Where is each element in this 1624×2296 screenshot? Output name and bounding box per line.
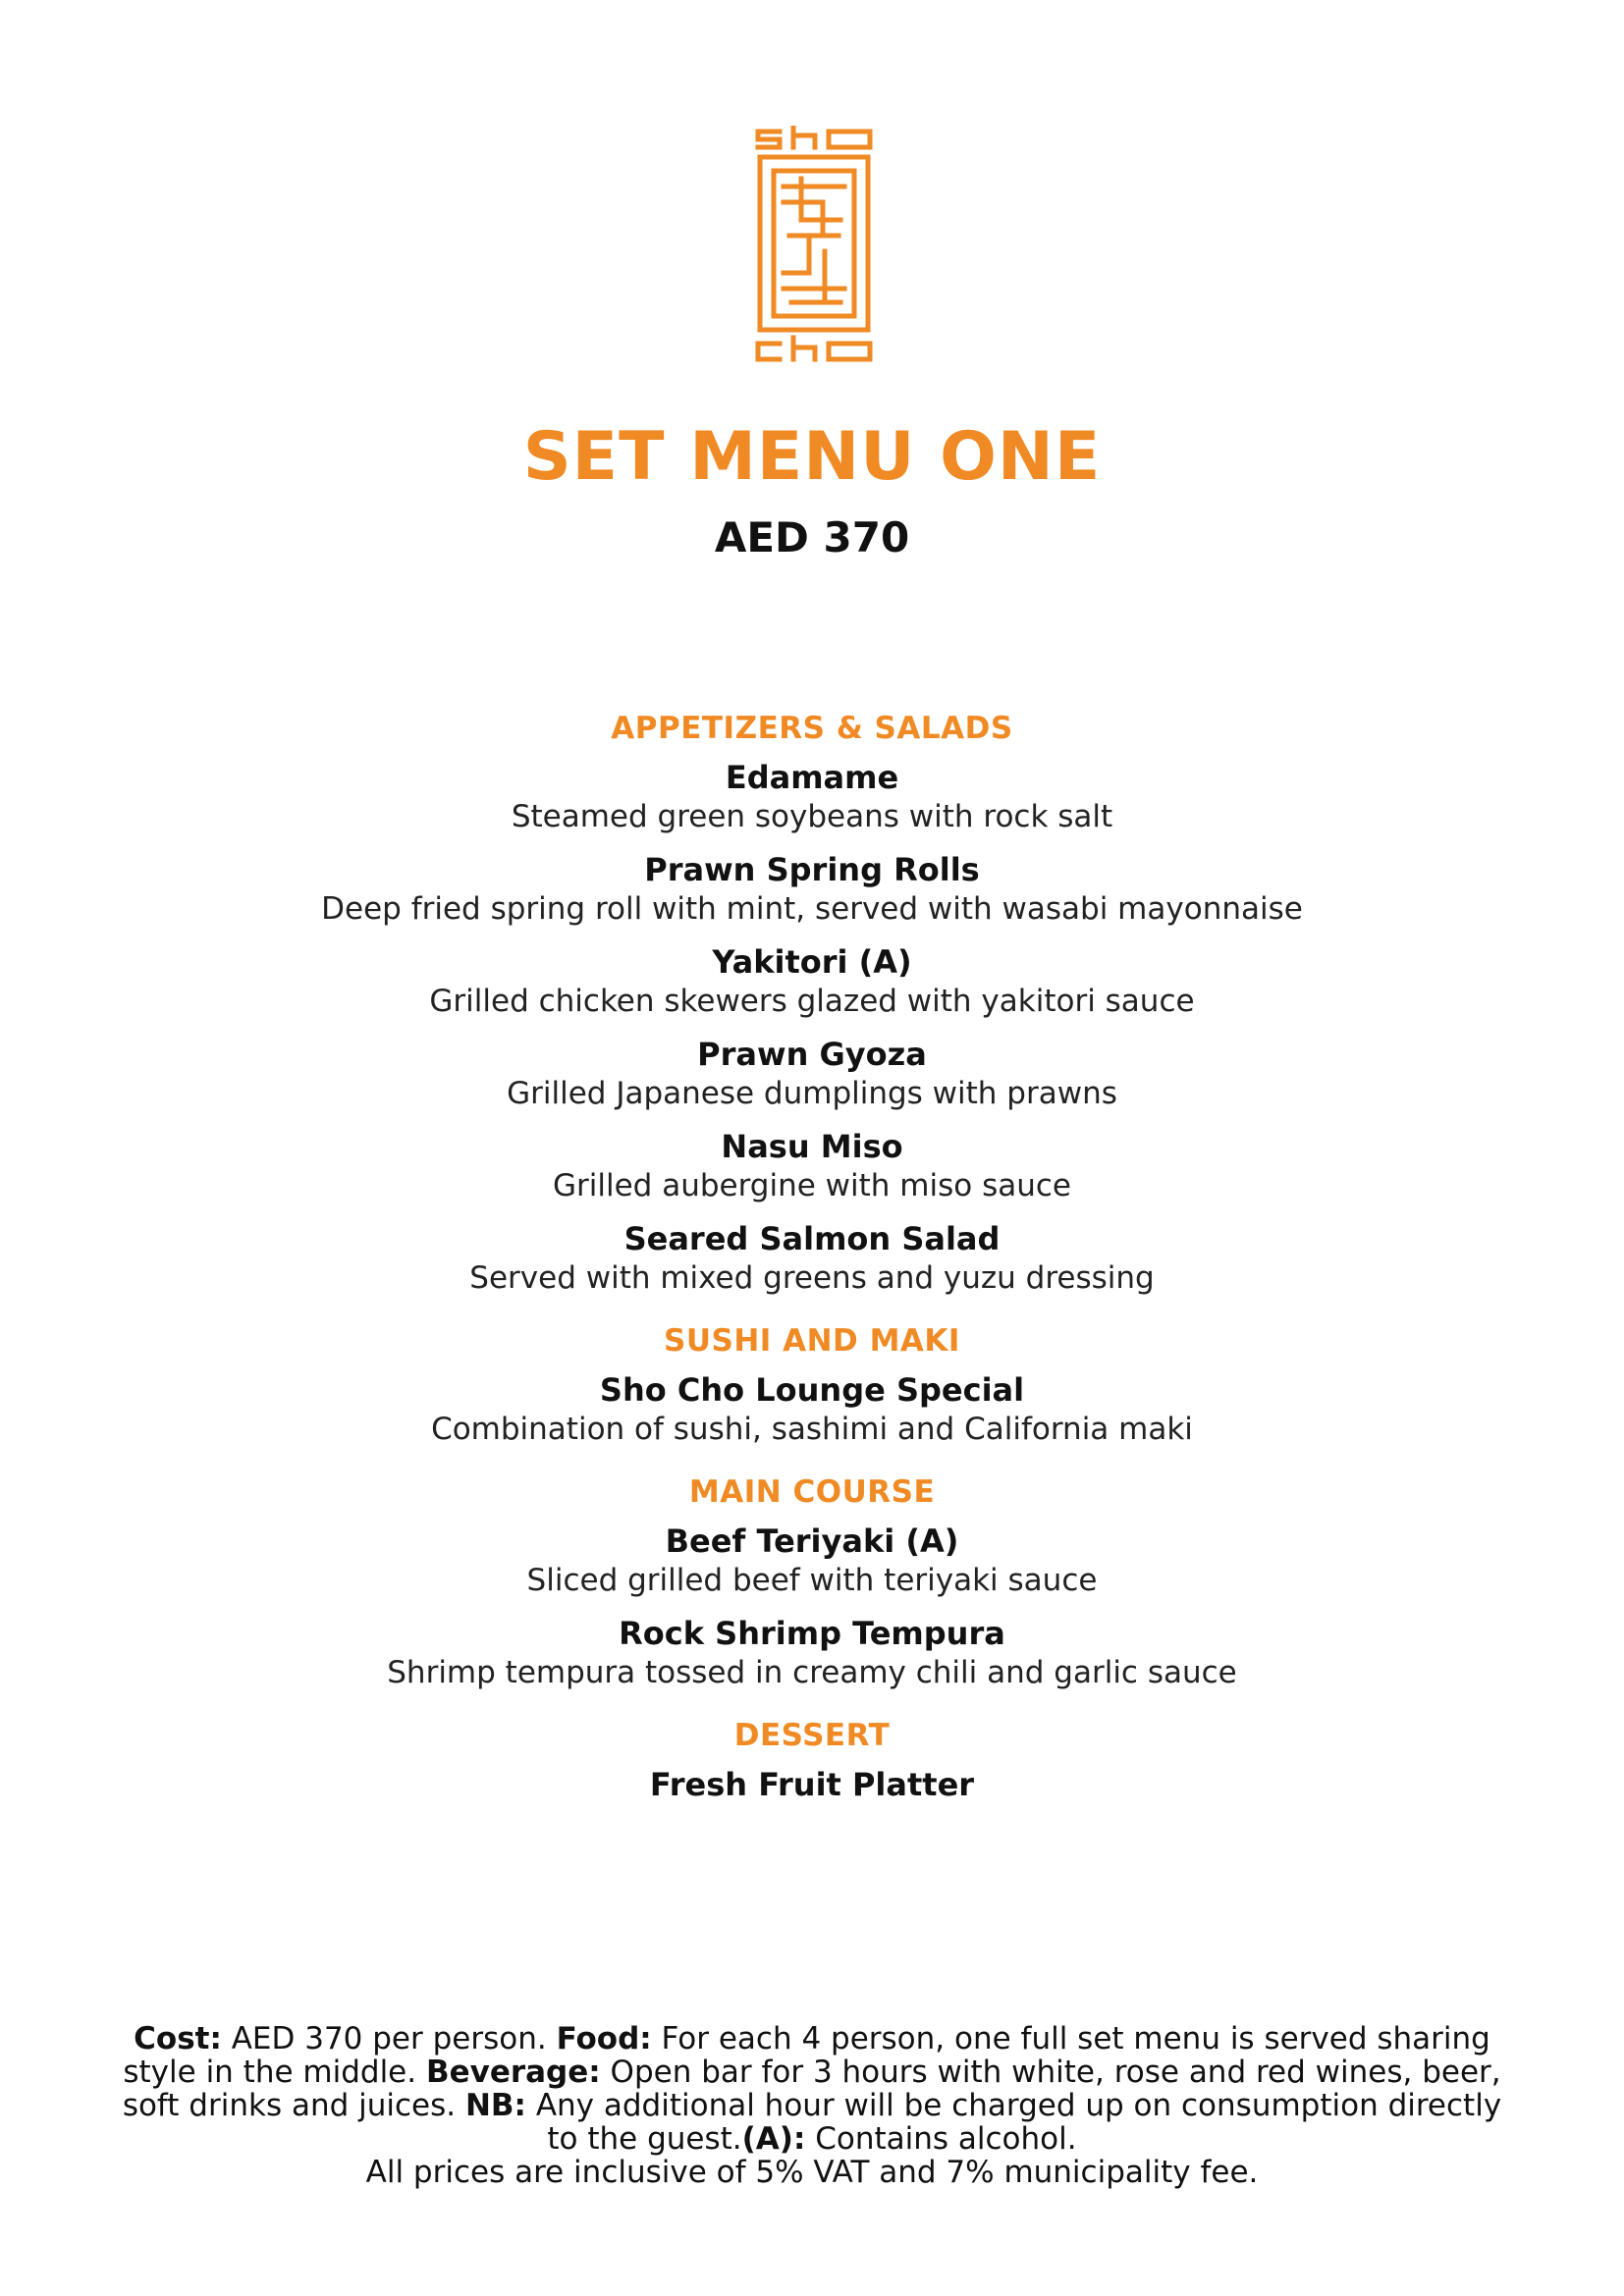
dish-description: Deep fried spring roll with mint, served with wasabi mayonnaise — [321, 891, 1303, 927]
menu-title: SET MENU ONE — [522, 418, 1102, 496]
food-text: For each 4 person, one full set menu is served sharing style in the middle. — [123, 2021, 1490, 2090]
nb-label: NB: — [464, 2088, 526, 2123]
dish-item — [0, 1522, 1624, 1600]
section-appetizers — [0, 707, 1624, 1298]
dish-name: Fresh Fruit Platter — [649, 1766, 975, 1803]
section-heading: SUSHI AND MAKI — [664, 1323, 960, 1359]
dish-name: Sho Cho Lounge Special — [599, 1371, 1025, 1409]
dish-item — [0, 1765, 1624, 1804]
dish-name: Yakitori (A) — [712, 943, 912, 981]
alcohol-label: (A): — [741, 2121, 806, 2157]
dish-description: Sliced grilled beef with teriyaki sauce — [526, 1563, 1098, 1598]
beverage-label: Beverage: — [425, 2055, 601, 2090]
dish-item — [0, 1127, 1624, 1205]
dish-item — [0, 1219, 1624, 1298]
section-heading: DESSERT — [733, 1718, 891, 1753]
section-dessert — [0, 1714, 1624, 1804]
dish-item — [0, 850, 1624, 929]
dish-description: Combination of sushi, sashimi and California maki — [431, 1412, 1193, 1447]
dish-description: Grilled Japanese dumplings with prawns — [507, 1076, 1117, 1111]
cost-text: AED 370 per person. — [221, 2021, 557, 2056]
vat-note: All prices are inclusive of 5% VAT and 7% municipality fee. — [365, 2155, 1259, 2190]
terms-paragraph — [108, 2022, 1516, 2156]
dish-description: Grilled chicken skewers glazed with yakitori sauce — [429, 984, 1195, 1019]
dish-name: Seared Salmon Salad — [623, 1220, 1001, 1257]
nb-text: Any additional hour will be charged up on consumption directly to the guest. — [525, 2088, 1502, 2157]
dish-name: Prawn Spring Rolls — [644, 851, 980, 888]
dish-name: Beef Teriyaki (A) — [665, 1522, 959, 1560]
dish-name: Edamame — [725, 759, 899, 796]
dish-name: Nasu Miso — [721, 1128, 903, 1165]
alcohol-text: Contains alcohol. — [805, 2121, 1077, 2157]
sho-cho-logo — [754, 126, 874, 363]
dish-item — [0, 1614, 1624, 1692]
menu-sections — [0, 707, 1624, 1826]
dish-description: Served with mixed greens and yuzu dressing — [469, 1260, 1155, 1296]
dish-item — [0, 758, 1624, 836]
section-heading: APPETIZERS & SALADS — [611, 711, 1013, 746]
section-main-course — [0, 1470, 1624, 1692]
dish-item — [0, 1035, 1624, 1113]
dish-description: Shrimp tempura tossed in creamy chili and garlic sauce — [387, 1655, 1237, 1690]
cost-label: Cost: — [134, 2021, 222, 2056]
dish-item — [0, 1370, 1624, 1449]
beverage-text: Open bar for 3 hours with white, rose and red wines, beer, soft drinks and juices. — [122, 2055, 1501, 2123]
dish-name: Prawn Gyoza — [697, 1036, 927, 1073]
dish-description: Grilled aubergine with miso sauce — [553, 1168, 1071, 1203]
dish-description: Steamed green soybeans with rock salt — [511, 799, 1113, 834]
dish-name: Rock Shrimp Tempura — [619, 1615, 1005, 1652]
terms-footer — [108, 2022, 1516, 2189]
section-sushi — [0, 1319, 1624, 1449]
section-heading: MAIN COURSE — [688, 1474, 936, 1510]
dish-item — [0, 942, 1624, 1021]
menu-price: AED 370 — [714, 513, 910, 561]
food-label: Food: — [556, 2021, 652, 2056]
